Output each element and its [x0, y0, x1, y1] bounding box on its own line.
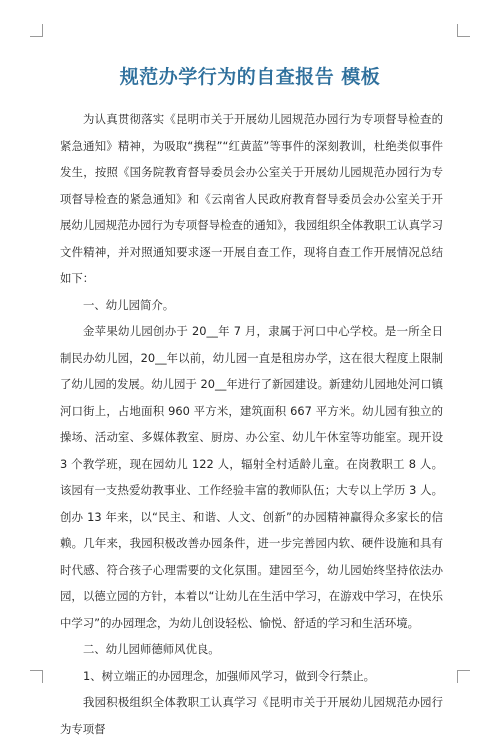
- subsection-heading-1: 1、树立端正的办园理念，加强师风学习，做到令行禁止。: [83, 668, 376, 683]
- study-paragraph: 我园积极组织全体教职工认真学习《昆明市关于开展幼儿园规范办园行为专项督: [60, 695, 443, 736]
- crop-mark-bottom-left: [30, 670, 43, 683]
- document-title: 规范办学行为的自查报告 模板: [119, 66, 381, 88]
- kindergarten-intro-paragraph: 金苹果幼儿园创办于 20__年 7 月，隶属于河口中心学校。是一所全日制民办幼儿园，20__年以前，幼儿园一直是租房办学，这在很大程度上限制了幼儿园的发展。幼儿园于 20__年进行了新园建设。新建幼儿园地处河口镇河口街上，占地面积 960 平方米，建筑面积 667 平方米。幼儿园有独立的操场、活动室、多媒体教室、厨房、办公室、幼儿午休室等功能室。现开设 3 个教学班，现在园幼儿 122 人，辐射全村适龄儿童。在岗教职工 8 人。该园有一支热爱幼教事业、工作经验丰富的教师队伍；大专以上学历 3 人。创办 13 年来，以“民主、和谐、人文、创新”的办园精神赢得众多家长的信赖。几年来，我园积极改善办园条件，进一步完善园内软、硬件设施和具有时代感、符合孩子心理需要的文化氛围。建园至今，幼儿园始终坚持依法办园，以德立园的方针，本着以“让幼儿在生活中学习，在游戏中学习，在快乐中学习”的办园理念，为幼儿创设轻松、愉悦、舒适的学习和生活环境。: [60, 324, 443, 630]
- section-heading-teacher-ethics: 二、幼儿园师德师风优良。: [83, 642, 220, 656]
- crop-mark-top-right: [457, 24, 470, 37]
- crop-mark-top-left: [30, 24, 43, 37]
- intro-paragraph: 为认真贯彻落实《昆明市关于开展幼儿园规范办园行为专项督导检查的紧急通知》精神，为吸取“携程”“红黄蓝”等事件的深刻教训，杜绝类似事件发生，按照《国务院教育督导委员会办公室关于开展幼儿园规范办园行为专项督导检查的紧急通知》和《云南省人民政府教育督导委员会办公室关于开展幼儿园规范办园行为专项督导检查的通知》，我园组织全体教职工认真学习文件精神，并对照通知要求逐一开展自查工作，现将自查工作开展情况总结如下：: [60, 112, 443, 285]
- crop-mark-bottom-right: [457, 670, 470, 683]
- document-body: [60, 106, 443, 742]
- section-heading-kindergarten-intro: 一、幼儿园简介。: [83, 297, 175, 312]
